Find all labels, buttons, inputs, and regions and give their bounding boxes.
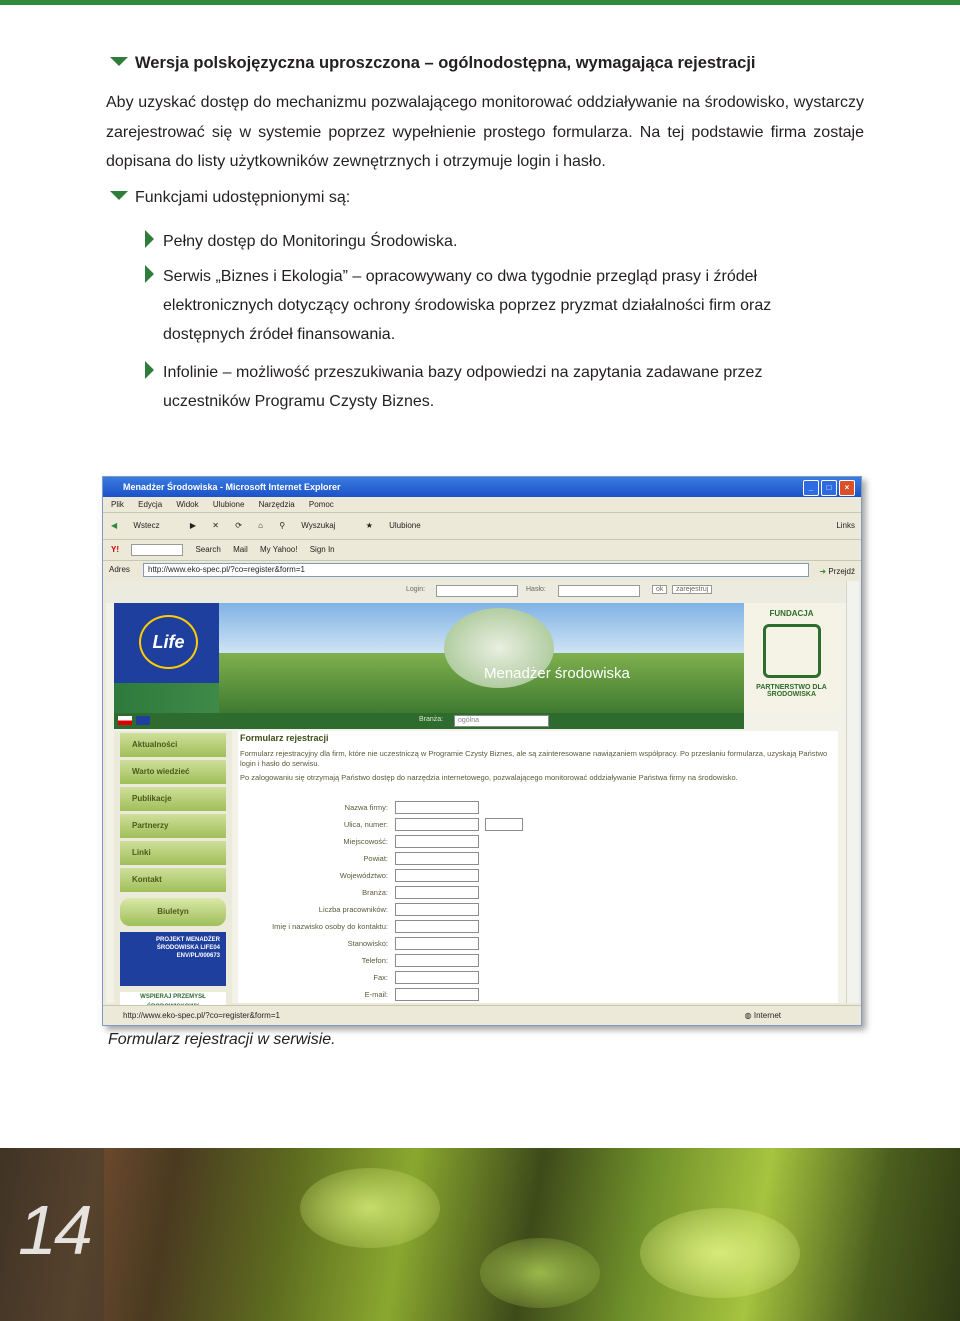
ie-title-bar: Menadżer Środowiska - Microsoft Internet Explorer _ □ × [103,477,861,497]
english-flag-icon[interactable] [136,716,150,725]
links-label[interactable]: Links [836,521,855,530]
password-label: Hasło: [526,586,546,593]
login-label: Login: [406,586,426,593]
bullet-item: Serwis „Biznes i Ekologia” – opracowywany co dwa tygodnie przegląd prasy i źródeł elektronicznych dotyczący ochrony środowiska poprzez pryzmat działalności firm oraz dostępnych źródeł finansowania. [163,262,813,349]
biuletyn-button[interactable]: Biuletyn [120,898,226,926]
status-url: http://www.eko-spec.pl/?co=register&form=1 [123,1011,280,1020]
ok-button[interactable]: ok [652,585,667,594]
form-row: Nazwa firmy: [238,801,758,815]
page-number: 14 [18,1191,90,1269]
menu-widok[interactable]: Widok [176,500,199,509]
triangle-down-icon [110,57,128,66]
back-button[interactable]: ◀ Wstecz [111,521,160,530]
address-label: Adres [109,565,130,574]
fax-input[interactable] [395,971,479,984]
bullet-item: Infolinie – możliwość przeszukiwania bazy odpowiedzi na zapytania zadawane przez uczestników Programu Czysty Biznes. [163,358,813,416]
forward-arrow-icon[interactable]: ▶ [189,521,197,530]
ie-status-bar [103,1005,861,1025]
sidebar-item-partnerzy[interactable]: Partnerzy [120,814,226,838]
top-rule [0,0,960,5]
polish-flag-icon[interactable] [118,716,132,725]
registration-form [238,731,838,1003]
yahoo-search-input[interactable] [131,544,183,556]
close-icon[interactable]: × [839,480,855,496]
foundation-logo: FUNDACJA PARTNERSTWO DLA ŚRODOWISKA [744,603,839,713]
web-page [106,581,846,1003]
triangle-right-icon [145,361,154,379]
language-bar [114,713,744,729]
go-arrow-icon: ➜ [819,567,827,576]
stop-icon[interactable]: ✕ [212,521,219,530]
support-badge[interactable]: WSPIERAJ PRZEMYSŁ [120,992,226,1014]
form-description-2: Po zalogowaniu się otrzymają Państwo dostęp do narzędzia internetowego, pozwalającego monitorować oddziaływanie Państwa firmy na środowisko. [240,773,738,782]
bullet-item: Pełny dostęp do Monitoringu Środowiska. [163,227,813,256]
login-bar [106,581,846,603]
triangle-down-icon [110,191,128,200]
sidebar-item-aktualnosci[interactable]: Aktualności [120,733,226,757]
sign-in-button[interactable]: Sign In [309,545,335,554]
intro-paragraph: Aby uzyskać dostęp do mechanizmu pozwalającego monitorować oddziaływanie na środowisko, wystarczy zarejestrować się w systemie poprzez wypełnienie prostego formularza. Na tej podstawie firma zostaje dopisana do listy użytkowników zewnętrznych i otrzymuje login i hasło. [106,94,864,170]
login-input[interactable] [436,585,518,597]
photo-highlight [480,1238,600,1308]
sidebar-item-kontakt[interactable]: Kontakt [120,868,226,892]
form-row: Stanowisko: [238,937,758,951]
photo-highlight [640,1208,800,1298]
city-input[interactable] [395,835,479,848]
email-input[interactable] [395,988,479,1001]
contact-person-input[interactable] [395,920,479,933]
form-title: Formularz rejestracji [240,733,329,743]
status-zone: ◍ Internet [744,1011,781,1020]
street-number-input[interactable] [485,818,523,831]
register-button[interactable]: zarejestruj [672,585,712,594]
project-badge[interactable]: PROJEKT MENADŻER ŚRODOWISKA LIFE04 ENV/PL/000673 [120,932,226,986]
vertical-scrollbar[interactable] [846,581,859,1003]
form-row: Województwo: [238,869,758,883]
functions-heading: Funkcjami udostępnionymi są: [110,189,350,207]
industry-input[interactable] [395,886,479,899]
foundation-emblem-icon [763,624,821,678]
globe-icon: ◍ [744,1011,752,1020]
site-banner [114,603,839,713]
back-arrow-icon: ◀ [111,521,118,530]
menu-edycja[interactable]: Edycja [138,500,163,509]
sidebar-item-publikacje[interactable]: Publikacje [120,787,226,811]
figure-caption: Formularz rejestracji w serwisie. [108,1031,336,1048]
search-button[interactable]: ⚲ Wyszukaj [279,521,336,530]
form-row: Liczba pracowników: [238,903,758,917]
company-name-input[interactable] [395,801,479,814]
address-bar [103,561,861,579]
form-row: Powiat: [238,852,758,866]
menu-narzedzia[interactable]: Narzędzia [258,500,295,509]
favorites-button[interactable]: ★ Ulubione [365,521,421,530]
sidebar-item-warto-wiedziec[interactable]: Warto wiedzieć [120,760,226,784]
form-description: Formularz rejestracyjny dla firm, które nie uczestniczą w Programie Czysty Biznes, ale są zainteresowane nawiązaniem współpracy. Po przesłaniu formularza, uzyskają Państwo login i hasło do serwisu. [240,749,828,768]
moss-photo-band [0,1148,960,1321]
form-row: E-mail: [238,988,758,1002]
section-heading: Wersja polskojęzyczna uproszczona – ogólnodostępna, wymagająca rejestracji [110,54,755,73]
county-input[interactable] [395,852,479,865]
triangle-right-icon [145,230,154,248]
triangle-right-icon [145,265,154,283]
form-row: Branża: [238,886,758,900]
ie-menu-bar [103,497,861,513]
menu-ulubione[interactable]: Ulubione [212,500,245,509]
browser-screenshot [102,476,862,1026]
voivodeship-input[interactable] [395,869,479,882]
sidebar-item-linki[interactable]: Linki [120,841,226,865]
form-row: Ulica, numer: [238,818,758,832]
eu-flag [114,603,219,683]
minimize-icon[interactable]: _ [803,480,819,496]
yahoo-mail-button[interactable]: Mail [233,545,248,554]
branza-select[interactable]: ogólna [454,715,549,727]
menu-plik[interactable]: Plik [111,500,124,509]
ie-toolbar [103,513,861,540]
my-yahoo-button[interactable]: My Yahoo! [259,545,298,554]
site-sidebar [114,731,232,1003]
go-button[interactable]: ➜ Przejdź [819,567,855,576]
branza-label: Branża: [419,716,444,723]
yahoo-toolbar [103,540,861,561]
position-input[interactable] [395,937,479,950]
street-input[interactable] [395,818,479,831]
employees-input[interactable] [395,903,479,916]
maximize-icon[interactable]: □ [821,480,837,496]
banner-title: Menadżer środowiska [484,665,630,682]
form-row: Miejscowość: [238,835,758,849]
photo-highlight [300,1168,440,1248]
form-row: Imię i nazwisko osoby do kontaktu: [238,920,758,934]
form-row: Fax: [238,971,758,985]
yahoo-search-button[interactable]: Search [195,545,221,554]
phone-input[interactable] [395,954,479,967]
life-logo: Life [139,615,198,669]
password-input[interactable] [558,585,640,597]
form-row: Telefon: [238,954,758,968]
star-icon: ★ [365,521,373,530]
search-icon: ⚲ [279,521,286,530]
address-input[interactable]: http://www.eko-spec.pl/?co=register&form=1 [143,563,809,577]
refresh-icon[interactable]: ⟳ [235,521,242,530]
menu-pomoc[interactable]: Pomoc [308,500,334,509]
yahoo-logo: Y! [111,545,119,554]
home-icon[interactable]: ⌂ [258,521,263,530]
